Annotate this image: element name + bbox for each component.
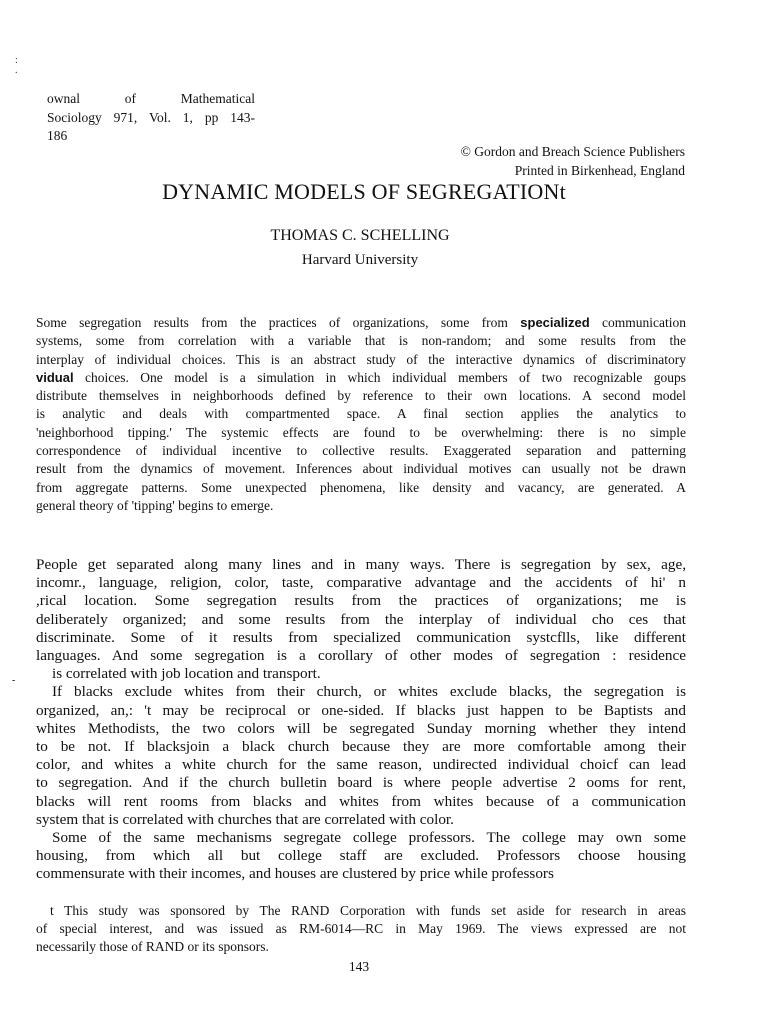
body-line: Some of the same mechanisms segregate college professors. The college may own some	[52, 829, 686, 847]
body-text	[36, 556, 686, 884]
body-line: organized, an,: 't may be reciprocal or one-sided. If blacks just happen to be Baptists and	[36, 701, 686, 719]
publisher-notice	[461, 143, 685, 180]
body-line: People get separated along many lines and in many ways. There is segregation by sex, age,	[36, 556, 686, 573]
body-line: blacks will rent rooms from blacks and whites from whites because of a communication	[36, 792, 686, 810]
publisher-line: Printed in Birkenhead, England	[514, 162, 685, 178]
abstract-line: distribute themselves in neighborhoods defined by reference to their own locations. A second model	[36, 388, 686, 404]
body-line: housing, from which all but college staff are excluded. Professors choose housing	[36, 847, 686, 865]
abstract-line: general theory of 'tipping' begins to emerge.	[36, 497, 274, 513]
body-line: system that is correlated with churches that are correlated with color.	[36, 810, 454, 828]
body-line: commensurate with their incomes, and houses are clustered by price while professors	[36, 865, 554, 883]
footnote	[36, 902, 686, 957]
author-affiliation: Harvard University	[301, 252, 419, 268]
paper-title: DYNAMIC MODELS OF SEGREGATIONt	[162, 179, 566, 204]
body-line: whites Methodists, the two colors will be segregated Sunday morning whether they intend	[36, 719, 686, 737]
abstract-line: result from the dynamics of movement. Inferences about individual motives can usually not be drawn	[36, 461, 686, 477]
citation-line: ownal of Mathematical	[47, 91, 255, 106]
footnote-line: t This study was sponsored by The RAND Corporation with funds set aside for research in areas	[50, 903, 686, 918]
abstract	[36, 314, 686, 515]
abstract-line: vidual choices. One model is a simulation in which individual members of two recognizable goups	[36, 369, 686, 385]
footnote-line: of special interest, and was issued as RM-6014—RC in May 1969. The views expressed are not	[36, 921, 686, 937]
abstract-line: Some segregation results from the practices of organizations, some from specialized communication	[36, 315, 686, 330]
body-line: incomr., language, religion, color, taste, comparative advantage and the accidents of hi' n	[36, 574, 686, 592]
margin-mark: .	[15, 65, 18, 76]
page-number: 143	[348, 959, 370, 974]
body-line: to be not. If blacksjoin a black church because they are more comfortable among their	[36, 738, 686, 756]
bold-text: specialized	[520, 315, 590, 330]
journal-citation	[47, 90, 255, 146]
body-line: ,rical location. Some segregation results from the practices of organizations; me is	[36, 592, 686, 610]
abstract-line: systems, some from correlation with a variable that is non-random; and some results from the	[36, 333, 686, 349]
body-line: If blacks exclude whites from their church, or whites exclude blacks, the segregation is	[52, 683, 686, 701]
body-line: color, and whites a white church for the same reason, undirected individual choicf can lead	[36, 756, 686, 774]
citation-line: Sociology 971, Vol. 1, pp 143-	[47, 109, 255, 125]
margin-marks	[15, 56, 18, 76]
author-name: THOMAS C. SCHELLING	[270, 227, 450, 244]
body-line: to segregation. And if the church bulletin board is where people advertise 2 ooms for rent,	[36, 774, 686, 792]
body-line: is correlated with job location and transport.	[52, 665, 321, 683]
body-line: deliberately organized; and some results from the interplay of individual cho ces that	[36, 610, 686, 628]
abstract-line: interplay of individual choices. This is an abstract study of the interactive dynamics of discriminatory	[36, 351, 686, 367]
stray-mark: -	[12, 675, 16, 686]
abstract-line: from aggregate patterns. Some unexpected phenomena, like density and vacancy, are generated. A	[36, 479, 686, 495]
abstract-line: correspondence of individual incentive to collective results. Exaggerated separation and patterning	[36, 443, 686, 459]
abstract-line: 'neighborhood tipping.' The systemic effects are found to be overwhelming: there is no simple	[36, 424, 686, 440]
body-line: languages. And some segregation is a corollary of other modes of segregation : residence	[36, 647, 686, 665]
body-line: discriminate. Some of it results from specialized communication systcflls, like different	[36, 628, 686, 646]
citation-line: 186	[47, 128, 68, 143]
abstract-line: is analytic and deals with compartmented space. A final section applies the analytics to	[36, 406, 686, 422]
bold-text: vidual	[36, 369, 74, 385]
margin-mark: :	[15, 55, 18, 66]
footnote-line: necessarily those of RAND or its sponsors.	[36, 939, 269, 955]
publisher-line: © Gordon and Breach Science Publishers	[460, 144, 685, 159]
